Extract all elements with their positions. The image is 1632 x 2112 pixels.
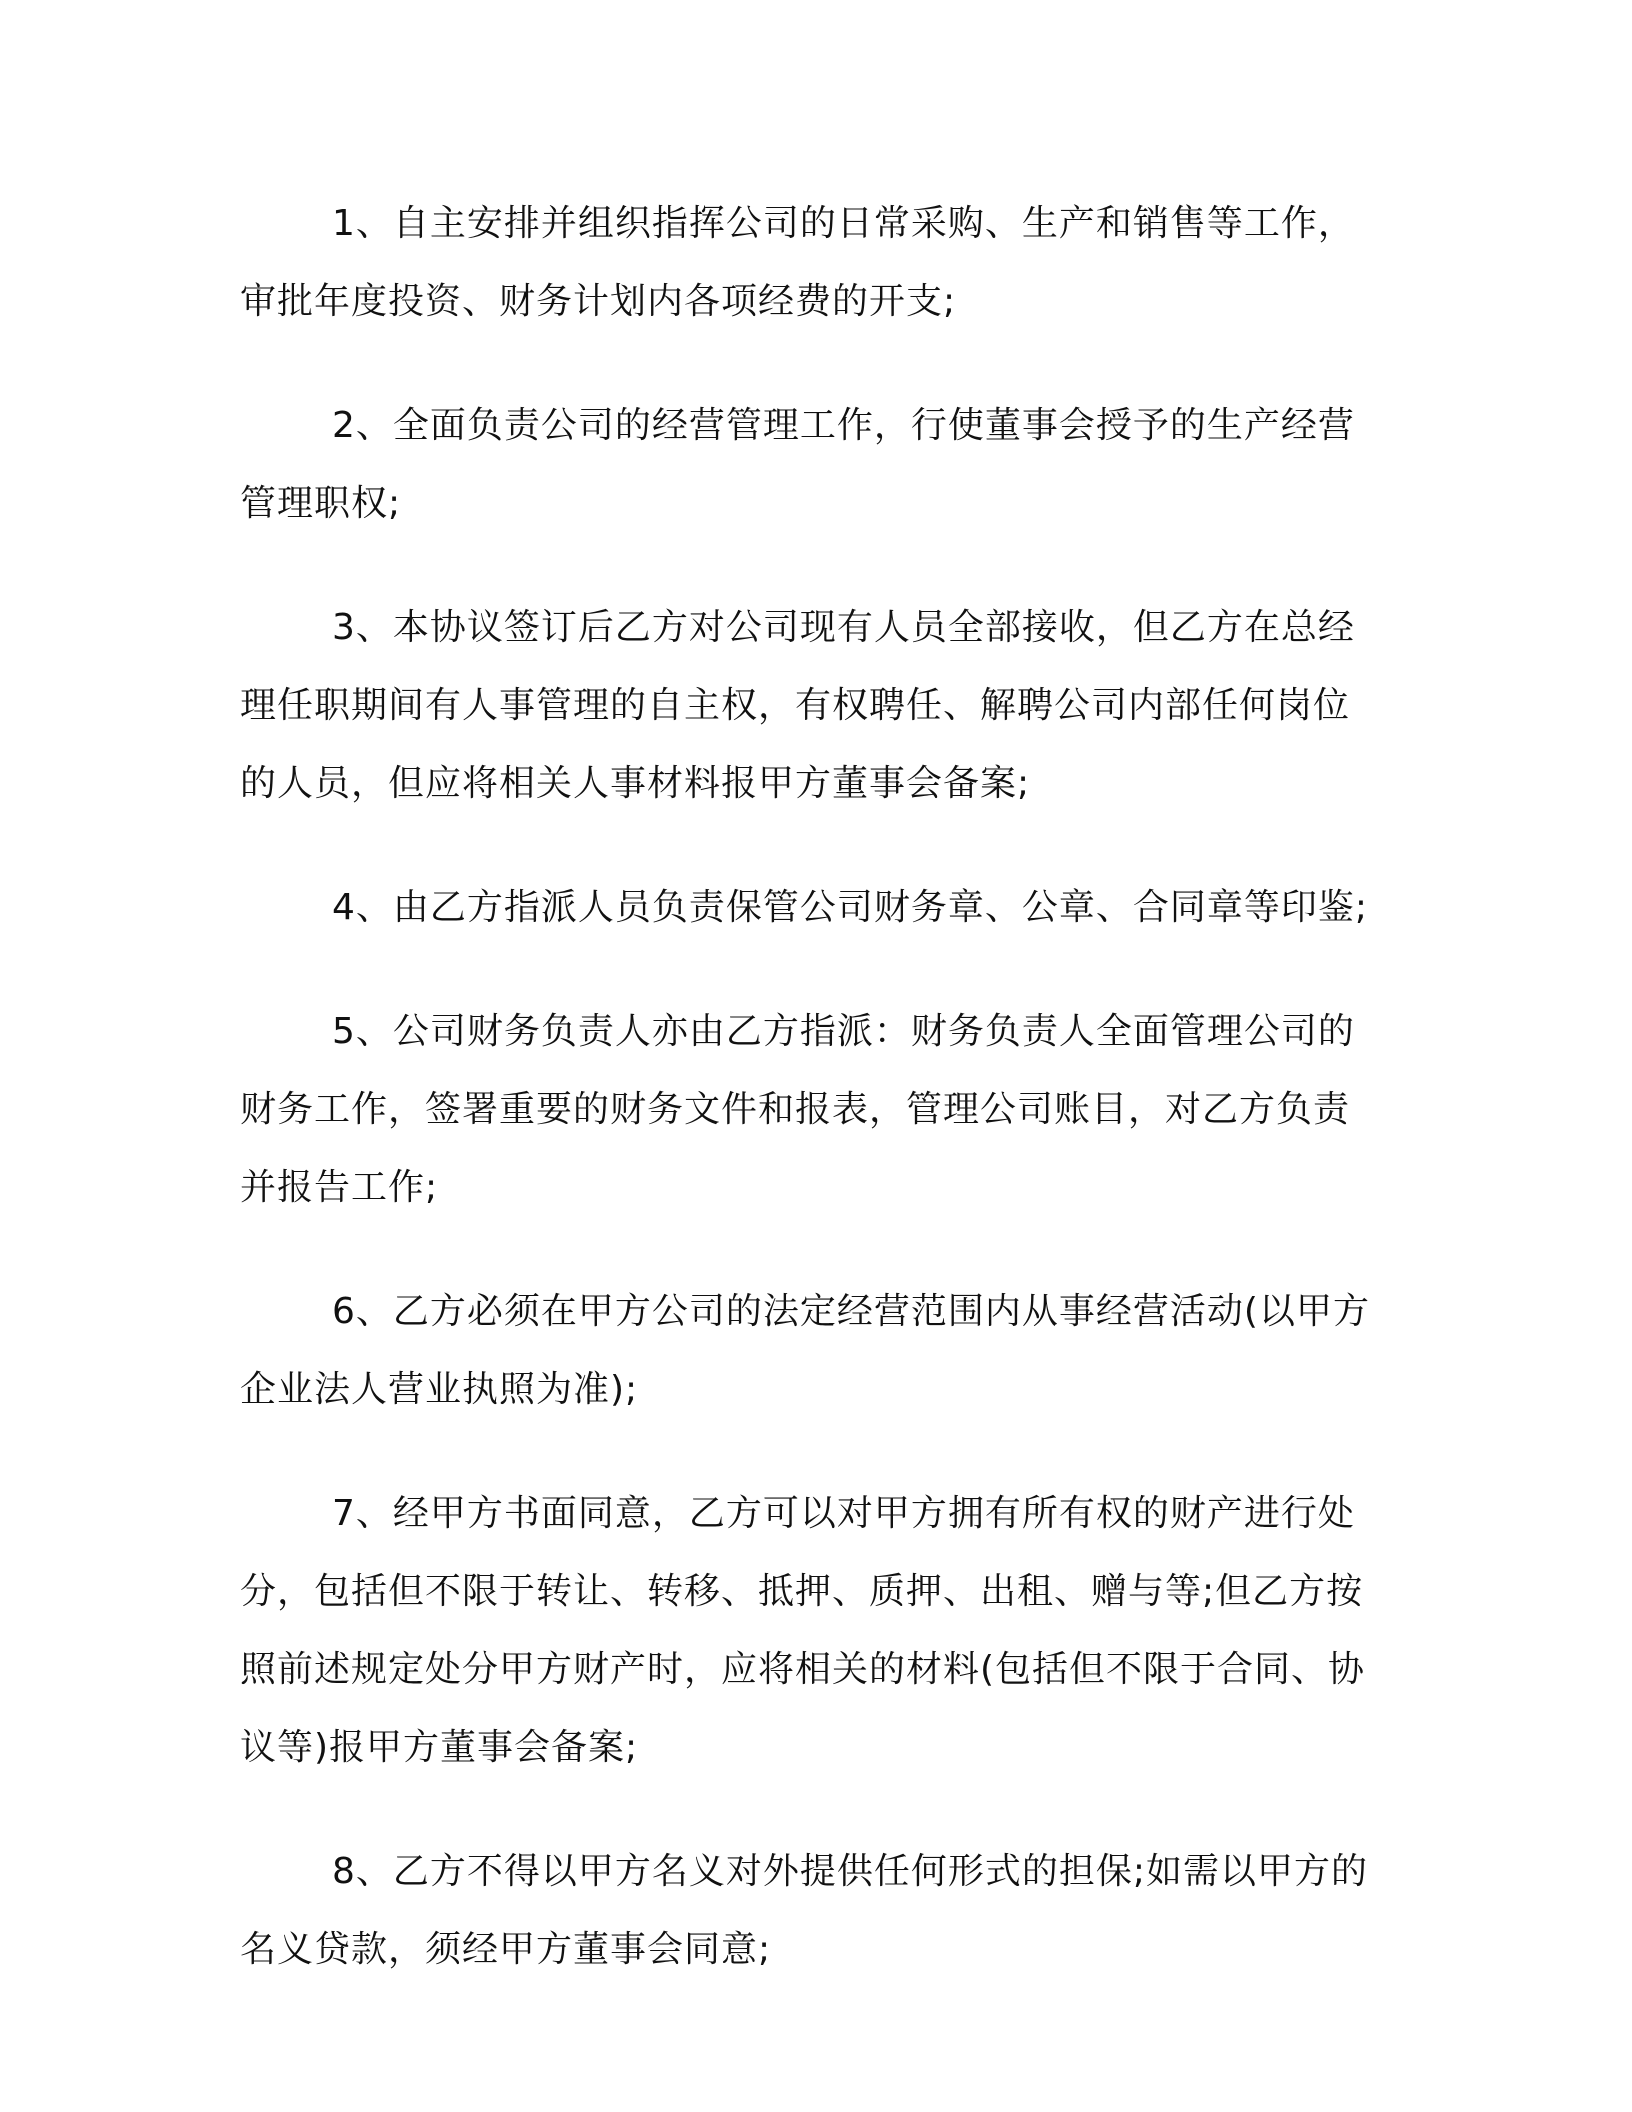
clause-8: 8、乙方不得以甲方名义对外提供任何形式的担保;如需以甲方的名义贷款，须经甲方董事会同意; xyxy=(240,1851,1369,1970)
clause-4: 4、由乙方指派人员负责保管公司财务章、公章、合同章等印鉴; xyxy=(332,887,1369,928)
clause-1: 1、自主安排并组织指挥公司的日常采购、生产和销售等工作，审批年度投资、财务计划内各项经费的开支; xyxy=(240,203,1355,322)
clause-2: 2、全面负责公司的经营管理工作，行使董事会授予的生产经营管理职权; xyxy=(240,405,1355,524)
clause-5: 5、公司财务负责人亦由乙方指派：财务负责人全面管理公司的财务工作，签署重要的财务文件和报表，管理公司账目，对乙方负责并报告工作; xyxy=(240,1011,1355,1208)
clause-7: 7、经甲方书面同意，乙方可以对甲方拥有所有权的财产进行处分，包括但不限于转让、转移、抵押、质押、出租、赠与等;但乙方按照前述规定处分甲方财产时，应将相关的材料(包括但不限于合同、协议等)报甲方董事会备案; xyxy=(240,1493,1366,1768)
clause-3: 3、本协议签订后乙方对公司现有人员全部接收，但乙方在总经理任职期间有人事管理的自主权，有权聘任、解聘公司内部任何岗位的人员，但应将相关人事材料报甲方董事会备案; xyxy=(240,607,1355,804)
clause-6: 6、乙方必须在甲方公司的法定经营范围内从事经营活动(以甲方企业法人营业执照为准); xyxy=(240,1291,1370,1410)
clause-list xyxy=(240,185,1370,2035)
